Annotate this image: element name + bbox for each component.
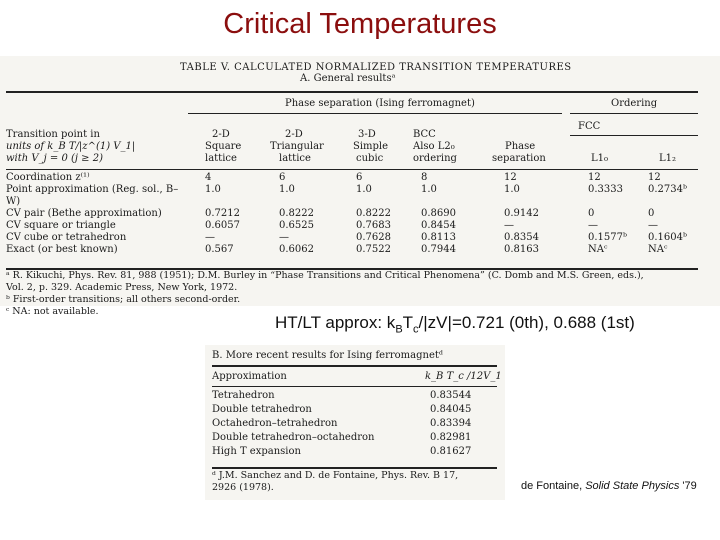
table-cell: 0.7683 [356, 220, 391, 231]
col-header-l3: cubic [356, 153, 384, 164]
row-label: Exact (or best known) [6, 244, 118, 255]
table-cell: 8 [421, 172, 428, 183]
footnote-c: ᶜ NA: not available. [6, 306, 99, 317]
table-cell: 1.0 [421, 184, 437, 195]
ordering-rule [570, 113, 698, 114]
table-cell: — [648, 220, 658, 231]
row-label: CV pair (Bethe approximation) [6, 208, 162, 219]
table-cell: 12 [648, 172, 661, 183]
table-cell: 1.0 [205, 184, 221, 195]
group-ordering: Ordering [611, 98, 658, 109]
credit-year: '79 [679, 480, 697, 492]
footnote-a: ᵃ R. Kikuchi, Phys. Rev. 81, 988 (1951); D.M. Burley in “Phase Transitions and Critical Phenomena” (C. Domb and M.S. Green, eds.), [6, 270, 644, 281]
table-cell: 0.9142 [504, 208, 539, 219]
note-sub-c: c [413, 323, 419, 336]
col-header-l2: Square [205, 141, 242, 152]
note-t: T [402, 313, 414, 332]
table-cell: 1.0 [356, 184, 372, 195]
table-b-row-name: Tetrahedron [212, 390, 275, 401]
table-b [205, 345, 505, 500]
row-label: Coordination z⁽¹⁾ [6, 172, 90, 183]
col-header-l2: Phase [505, 141, 536, 152]
table-b-row-name: Double tetrahedron–octahedron [212, 432, 375, 443]
top-rule [6, 91, 698, 93]
table-cell: 0.7212 [205, 208, 240, 219]
table-cell: 1.0 [504, 184, 520, 195]
col-header-l1: 2-D [285, 129, 303, 140]
col-header-l3: ordering [413, 153, 457, 164]
note-suffix: /|zV|=0.721 (0th), 0.688 (1st) [418, 313, 635, 332]
col-header-l1: 3-D [358, 129, 376, 140]
slide-title: Critical Temperatures [223, 8, 497, 40]
row-label: W) [6, 196, 21, 207]
table-cell: 0.8113 [421, 232, 456, 243]
table-b-top-rule [212, 365, 497, 367]
col-header-l3: separation [492, 153, 546, 164]
table-b-row-value: 0.84045 [430, 404, 472, 415]
table-b-row-name: High T expansion [212, 446, 301, 457]
footnote-a-cont: Vol. 2, p. 329. Academic Press, New York, 1972. [6, 282, 238, 293]
table-b-header-rule [212, 386, 497, 387]
phase-rule [188, 113, 562, 114]
table-a [0, 56, 720, 306]
table-cell: — [205, 232, 215, 243]
table-cell: 0.567 [205, 244, 234, 255]
fcc-label: FCC [578, 121, 601, 132]
table-cell: 0.7628 [356, 232, 391, 243]
approx-note [275, 313, 635, 335]
table-cell: 0.2734ᵇ [648, 184, 687, 195]
table-cell: 12 [588, 172, 601, 183]
table-cell: 4 [205, 172, 212, 183]
table-cell: NAᶜ [588, 244, 608, 255]
group-phase-separation: Phase separation (Ising ferromagnet) [285, 98, 475, 109]
table-cell: 0.1577ᵇ [588, 232, 627, 243]
table-cell: — [279, 232, 289, 243]
credit-title: Solid State Physics [585, 480, 680, 492]
col-header-l1: BCC [413, 129, 436, 140]
table-cell: 0.6057 [205, 220, 240, 231]
table-cell: 0.8354 [504, 232, 539, 243]
table-cell: 0.7944 [421, 244, 456, 255]
table-cell: 0.8163 [504, 244, 539, 255]
table-b-footnote-cont: 2926 (1978). [212, 482, 274, 493]
table-b-col-approx: Approximation [212, 371, 287, 382]
table-cell: 0 [588, 208, 595, 219]
table-cell: 0.8222 [279, 208, 314, 219]
credit-author: de Fontaine, [521, 480, 586, 492]
col-header-l1: 2-D [212, 129, 230, 140]
table-b-caption: B. More recent results for Ising ferromagnetᵈ [212, 350, 443, 361]
table-b-bottom-rule [212, 467, 497, 469]
table-b-row-value: 0.83544 [430, 390, 472, 401]
row-label: CV square or triangle [6, 220, 116, 231]
row-label: CV cube or tetrahedron [6, 232, 127, 243]
table-cell: 0.8222 [356, 208, 391, 219]
table-cell: 6 [356, 172, 363, 183]
table-cell: 12 [504, 172, 517, 183]
col-header-l2: L1₂ [659, 153, 677, 164]
note-prefix: HT/LT approx: k [275, 313, 396, 332]
col-header-l2: Also L2₀ [413, 141, 455, 152]
table-b-col-value: k_B T_c /12V_1 [425, 371, 502, 382]
table-b-row-value: 0.83394 [430, 418, 472, 429]
row-header-line3: with V_j = 0 (j ≥ 2) [6, 153, 103, 164]
col-header-l3: lattice [205, 153, 237, 164]
table-cell: 0.8454 [421, 220, 456, 231]
table-cell: — [504, 220, 514, 231]
fcc-rule [570, 135, 698, 136]
table-cell: — [588, 220, 598, 231]
table-cell: 0.6525 [279, 220, 314, 231]
table-cell: 0.8690 [421, 208, 456, 219]
table-cell: 0.3333 [588, 184, 623, 195]
row-header-line2: units of k_B T/|z^(1) V_1| [6, 141, 136, 152]
table-cell: 0.1604ᵇ [648, 232, 687, 243]
footnote-b: ᵇ First-order transitions; all others second-order. [6, 294, 241, 305]
table-cell: 1.0 [279, 184, 295, 195]
table-b-row-name: Octahedron–tetrahedron [212, 418, 338, 429]
table-a-subcaption: A. General resultsᵃ [300, 73, 396, 84]
table-b-row-value: 0.82981 [430, 432, 472, 443]
header-rule [6, 169, 698, 170]
col-header-l2: Simple [353, 141, 389, 152]
table-cell: 0.6062 [279, 244, 314, 255]
table-a-caption: TABLE V. CALCULATED NORMALIZED TRANSITION TEMPERATURES [180, 62, 572, 73]
table-b-row-name: Double tetrahedron [212, 404, 312, 415]
col-header-l2: L1₀ [591, 153, 609, 164]
table-cell: 0.7522 [356, 244, 391, 255]
table-cell: NAᶜ [648, 244, 668, 255]
row-label: Point approximation (Reg. sol., B– [6, 184, 179, 195]
note-sub-b: B [395, 323, 403, 336]
source-credit [521, 480, 697, 492]
row-header-line1: Transition point in [6, 129, 100, 140]
table-cell: 0 [648, 208, 655, 219]
table-cell: 6 [279, 172, 286, 183]
col-header-l2: Triangular [270, 141, 324, 152]
table-b-row-value: 0.81627 [430, 446, 472, 457]
table-b-footnote: ᵈ J.M. Sanchez and D. de Fontaine, Phys. Rev. B 17, [212, 470, 459, 481]
col-header-l3: lattice [279, 153, 311, 164]
